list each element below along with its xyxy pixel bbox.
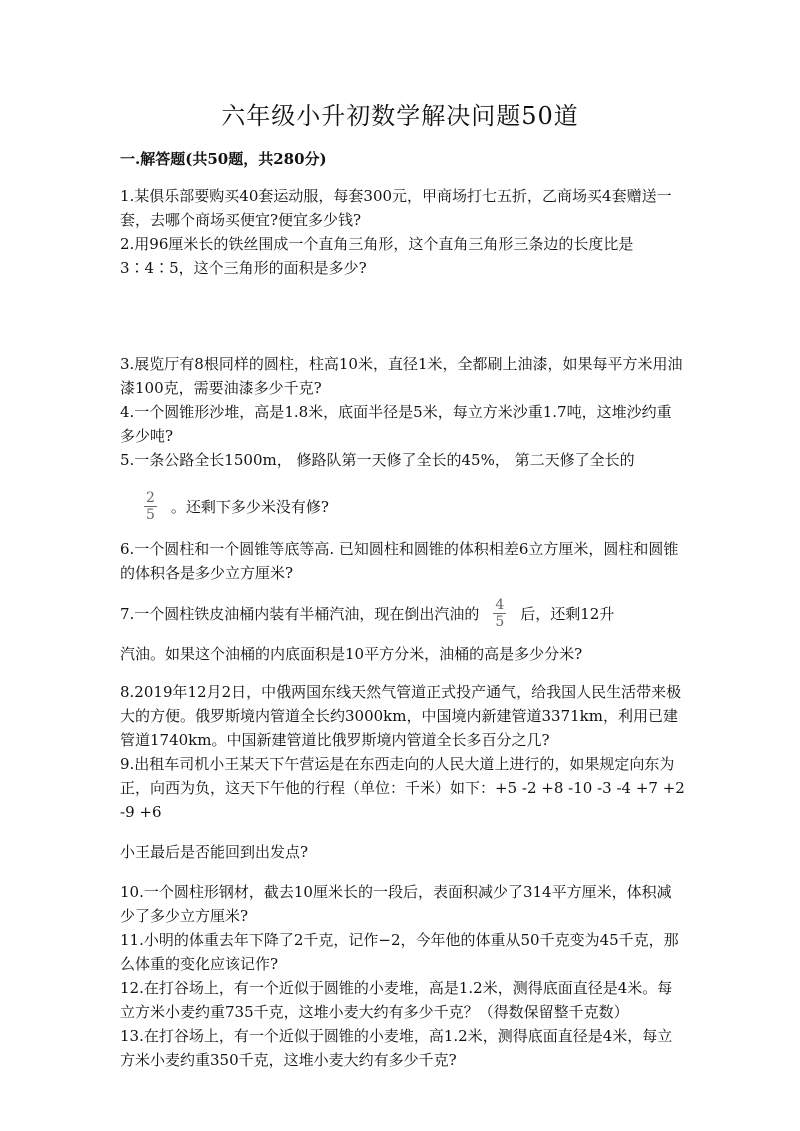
question-7-text-b: 后，还剩12升 bbox=[520, 604, 615, 623]
question-7-text-a: 7.一个圆柱铁皮油桶内装有半桶汽油，现在倒出汽油的 bbox=[120, 604, 480, 623]
question-5 bbox=[120, 448, 685, 472]
question-11: 11.小明的体重去年下降了2千克，记作−2，今年他的体重从50千克变为45千克，那么体重的变化应该记作? bbox=[120, 931, 679, 973]
fraction-denominator: 5 bbox=[146, 507, 155, 523]
question-5-continuation bbox=[130, 490, 685, 523]
fraction-denominator: 5 bbox=[495, 614, 505, 630]
question-12: 12.在打谷场上，有一个近似于圆锥的小麦堆，高是1.2米，测得底面直径是4米。每立方米小麦约重735千克，这堆小麦大约有多少千克？（得数保留整千克数） bbox=[120, 979, 673, 1021]
fraction-numerator: 2 bbox=[146, 490, 155, 506]
question-13: 13.在打谷场上，有一个近似于圆锥的小麦堆，高1.2米，测得底面直径是4米，每立方米小麦约重350千克，这堆小麦大约有多少千克? bbox=[120, 1027, 673, 1069]
document-title: 六年级小升初数学解决问题50道 bbox=[221, 102, 579, 130]
question-7-text-c: 汽油。如果这个油桶的内底面积是10平方分米，油桶的高是多少分米? bbox=[120, 645, 583, 663]
question-1: 1.某俱乐部要购买40套运动服，每套300元，甲商场打七五折，乙商场买4套赠送一套，去哪个商场买便宜?便宜多少钱? bbox=[120, 187, 672, 229]
section-heading: 一.解答题(共50题，共280分) bbox=[120, 150, 327, 168]
question-2: 2.用96厘米长的铁丝围成一个直角三角形，这个直角三角形三条边的长度比是3∶4∶5，这个三角形的面积是多少? bbox=[120, 235, 634, 277]
fraction-two-fifths bbox=[144, 490, 157, 523]
question-5-text-b: 。还剩下多少米没有修? bbox=[170, 497, 329, 516]
answer-space bbox=[120, 280, 685, 352]
fraction-numerator: 4 bbox=[495, 597, 505, 613]
question-6: 6.一个圆柱和一个圆锥等底等高. 已知圆柱和圆锥的体积相差6立方厘米，圆柱和圆锥的体积各是多少立方厘米? bbox=[120, 540, 679, 582]
question-8: 8.2019年12月2日，中俄两国东线天然气管道正式投产通气，给我国人民生活带来极大的方便。俄罗斯境内管道全长约3000km，中国境内新建管道3371km，利用已建管道1740km。中国新建管道比俄罗斯境内管道全长多百分之几? bbox=[120, 683, 682, 749]
question-list bbox=[120, 184, 685, 1072]
question-9: 9.出租车司机小王某天下午营运是在东西走向的人民大道上进行的，如果规定向东为正，向西为负，这天下午他的行程（单位：千米）如下：+5 -2 +8 -10 -3 -4 +7 +2 -9 +6 bbox=[120, 755, 685, 821]
question-7 bbox=[120, 597, 685, 630]
fraction-four-fifths bbox=[493, 597, 506, 630]
question-9-followup: 小王最后是否能回到出发点? bbox=[120, 843, 309, 861]
question-4: 4.一个圆锥形沙堆，高是1.8米，底面半径是5米，每立方米沙重1.7吨，这堆沙约重多少吨? bbox=[120, 403, 672, 445]
question-10: 10.一个圆柱形钢材，截去10厘米长的一段后，表面积减少了314平方厘米，体积减少了多少立方厘米? bbox=[120, 883, 672, 925]
question-3: 3.展览厅有8根同样的圆柱，柱高10米，直径1米，全都刷上油漆，如果每平方米用油漆100克，需要油漆多少千克? bbox=[120, 355, 683, 397]
question-5-text-a: 5.一条公路全长1500m， 修路队第一天修了全长的45%， 第二天修了全长的 bbox=[120, 451, 635, 469]
